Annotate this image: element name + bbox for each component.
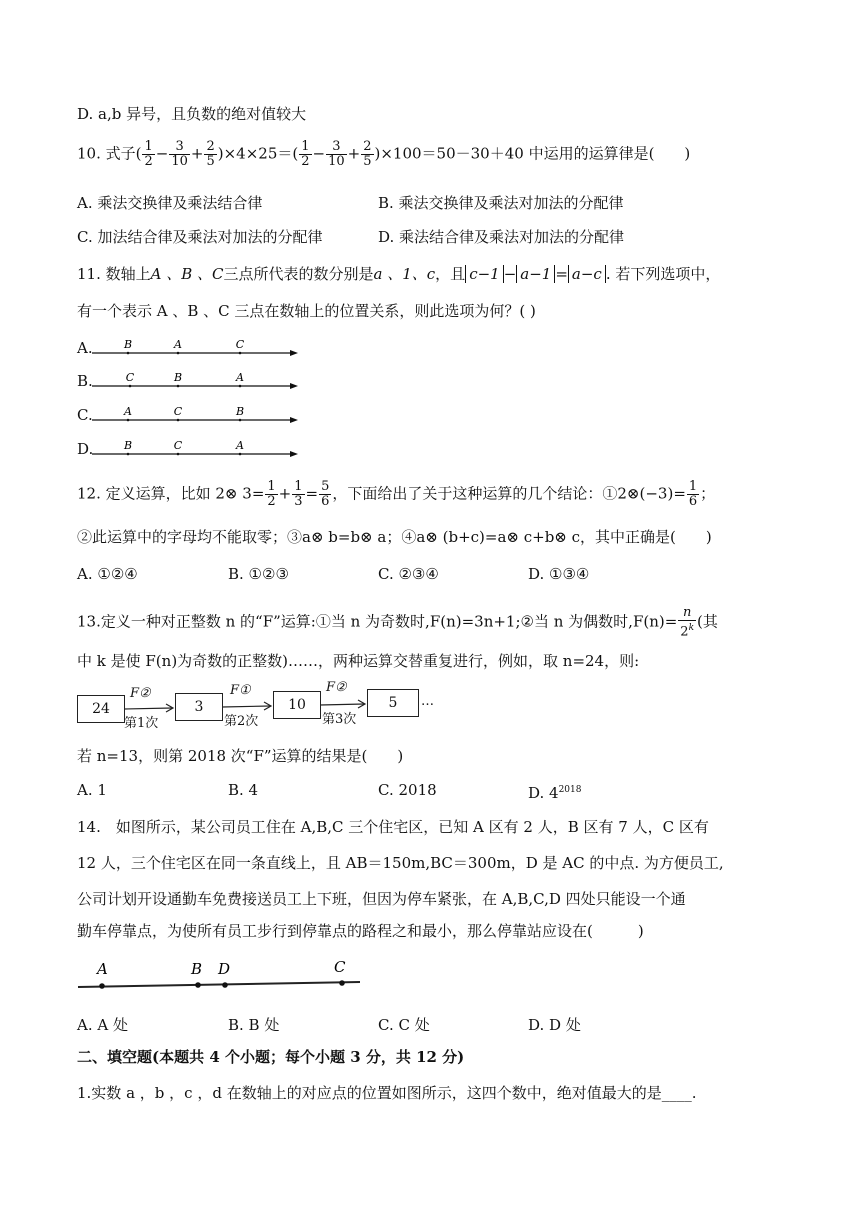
q12-stem-line1: 12. 定义运算，比如 2⊗ 3= $\frac{1}{2}$ + $\frac{1}{3}$ = $\frac{5}{6}$ ，下面给出了关于这种运算的几个结论：①2⊗(−3)= $\frac{1}{6}$ ； — [77, 479, 716, 509]
point-label: A — [174, 338, 182, 351]
point-label: C — [235, 338, 245, 351]
point-label: B — [235, 405, 245, 418]
fraction: $\frac{1}{6}$ — [688, 479, 698, 509]
fraction: $\frac{3}{10}$ — [328, 139, 345, 169]
flow-step: 第3次 — [322, 712, 357, 727]
fraction: $\frac{n}{2^k}$ — [680, 605, 695, 640]
flow-box: 10 — [273, 691, 321, 719]
fraction: $\frac{2}{5}$ — [363, 139, 372, 169]
flow-step: 第1次 — [124, 716, 159, 731]
point-label: A — [236, 439, 244, 452]
fraction: $\frac{1}{3}$ — [294, 479, 303, 509]
q11-option-label: A. — [77, 339, 93, 357]
point-label: B — [173, 371, 183, 384]
q13-option-b: B. 4 — [228, 781, 259, 799]
q11-stem-line2: 有一个表示 A 、B 、C 三点在数轴上的位置关系，则此选项为何？( ) — [77, 302, 536, 320]
q12-stem-line2: ②此运算中的字母均不能取零；③a⊗ b=b⊗ a；④a⊗ (b+c)=a⊗ c+b⊗ c，其中正确是( ) — [77, 528, 712, 546]
q10-option-b: B. 乘法交换律及乘法对加法的分配律 — [378, 194, 624, 212]
point-b — [195, 982, 201, 988]
q9-option-d: D. a,b 异号，且负数的绝对值较大 — [77, 105, 307, 123]
q13-option-a: A. 1 — [77, 781, 107, 799]
q11-stem-line1: 11. 数轴上A 、B 、C三点所代表的数分别是a 、1、c，且 c−1 − a−1 = a−c . 若下列选项中， — [77, 265, 721, 283]
q14-option-a: A. A 处 — [77, 1016, 128, 1034]
q13-option-d: D. $4^{2018}$ — [528, 784, 582, 802]
q13-stem-line2: 中 k 是使 F(n)为奇数的正整数)……，两种运算交替重复进行，例如，取 n=24，则: — [77, 652, 640, 670]
q14-number-line — [70, 955, 380, 1000]
point-label: B — [123, 439, 133, 452]
q10-stem: 10. 式子( $\frac{1}{2}$ − $\frac{3}{10}$ + $\frac{2}{5}$ )×4×25＝( $\frac{1}{2}$ − $\frac{3}{10}$ + $\frac{2}{5}$ )×100＝50－30＋40 中运用的运算律是( ) — [77, 139, 691, 169]
point-label: B — [191, 960, 203, 978]
flow-op: F② — [130, 686, 151, 701]
q14-stem-line1: 14. 如图所示，某公司员工住在 A,B,C 三个住宅区，已知 A 区有 2 人，B 区有 7 人，C 区有 — [77, 818, 709, 836]
q10-option-c: C. 加法结合律及乘法对加法的分配律 — [77, 228, 323, 246]
fraction: $\frac{1}{2}$ — [267, 479, 276, 509]
point-d — [222, 982, 228, 988]
q11-option-label: D. — [77, 440, 94, 458]
q14-option-c: C. C 处 — [378, 1016, 430, 1034]
flow-op: F② — [326, 680, 347, 695]
fraction: $\frac{2}{5}$ — [206, 139, 215, 169]
q12-option-a: A. ①②④ — [77, 565, 138, 583]
fill-q1: 1.实数 a ，b ，c ，d 在数轴上的对应点的位置如图所示，这四个数中，绝对值最大的是____. — [77, 1084, 697, 1102]
q10-option-d: D. 乘法结合律及乘法对加法的分配律 — [378, 228, 625, 246]
flow-box: 3 — [175, 693, 223, 721]
q13-stem-line1: 13.定义一种对正整数 n 的“F”运算:①当 n 为奇数时,F(n)=3n+1;②当 n 为偶数时,F(n)= $\frac{n}{2^k}$ (其 — [77, 605, 718, 640]
q14-option-b: B. B 处 — [228, 1016, 280, 1034]
fraction: $\frac{1}{2}$ — [144, 139, 153, 169]
flow-box: 5 — [367, 689, 419, 717]
point-label: C — [173, 439, 183, 452]
flow-step: 第2次 — [224, 714, 259, 729]
section-title: 二、填空题(本题共 4 个小题；每个小题 3 分，共 12 分) — [77, 1048, 465, 1066]
q11-option-label: C. — [77, 406, 93, 424]
point-label: D — [218, 960, 231, 978]
q14-option-d: D. D 处 — [528, 1016, 581, 1034]
point-label: A — [124, 405, 132, 418]
fraction: $\frac{5}{6}$ — [321, 479, 330, 509]
q13-stem-line3: 若 n=13，则第 2018 次“F”运算的结果是( ) — [77, 747, 404, 765]
q12-option-d: D. ①③④ — [528, 565, 590, 583]
point-label: C — [125, 371, 135, 384]
fraction: $\frac{3}{10}$ — [171, 139, 188, 169]
q14-stem-line4: 勤车停靠点，为使所有员工步行到停靠点的路程之和最小，那么停靠站应设在( ) — [77, 922, 644, 940]
flow-ellipsis: … — [421, 694, 434, 709]
q12-option-c: C. ②③④ — [378, 565, 439, 583]
q14-stem-line3: 公司计划开设通勤车免费接送员工上下班，但因为停车紧张，在 A,B,C,D 四处只能设一个通 — [77, 890, 686, 908]
point-label: B — [123, 338, 133, 351]
point-label: A — [236, 371, 244, 384]
point-label: C — [173, 405, 183, 418]
q12-option-b: B. ①②③ — [228, 565, 289, 583]
point-a — [99, 983, 105, 989]
q11-option-label: B. — [77, 372, 93, 390]
q14-stem-line2: 12 人，三个住宅区在同一条直线上，且 AB＝150m,BC＝300m，D 是 AC 的中点. 为方便员工, — [77, 854, 724, 872]
fraction: $\frac{1}{2}$ — [301, 139, 310, 169]
point-label: A — [97, 960, 108, 978]
point-c — [339, 980, 345, 986]
flow-box: 24 — [77, 695, 125, 723]
point-label: C — [334, 958, 346, 976]
q10-option-a: A. 乘法交换律及乘法结合律 — [77, 194, 263, 212]
q13-option-c: C. 2018 — [378, 781, 437, 799]
flow-op: F① — [230, 683, 251, 698]
